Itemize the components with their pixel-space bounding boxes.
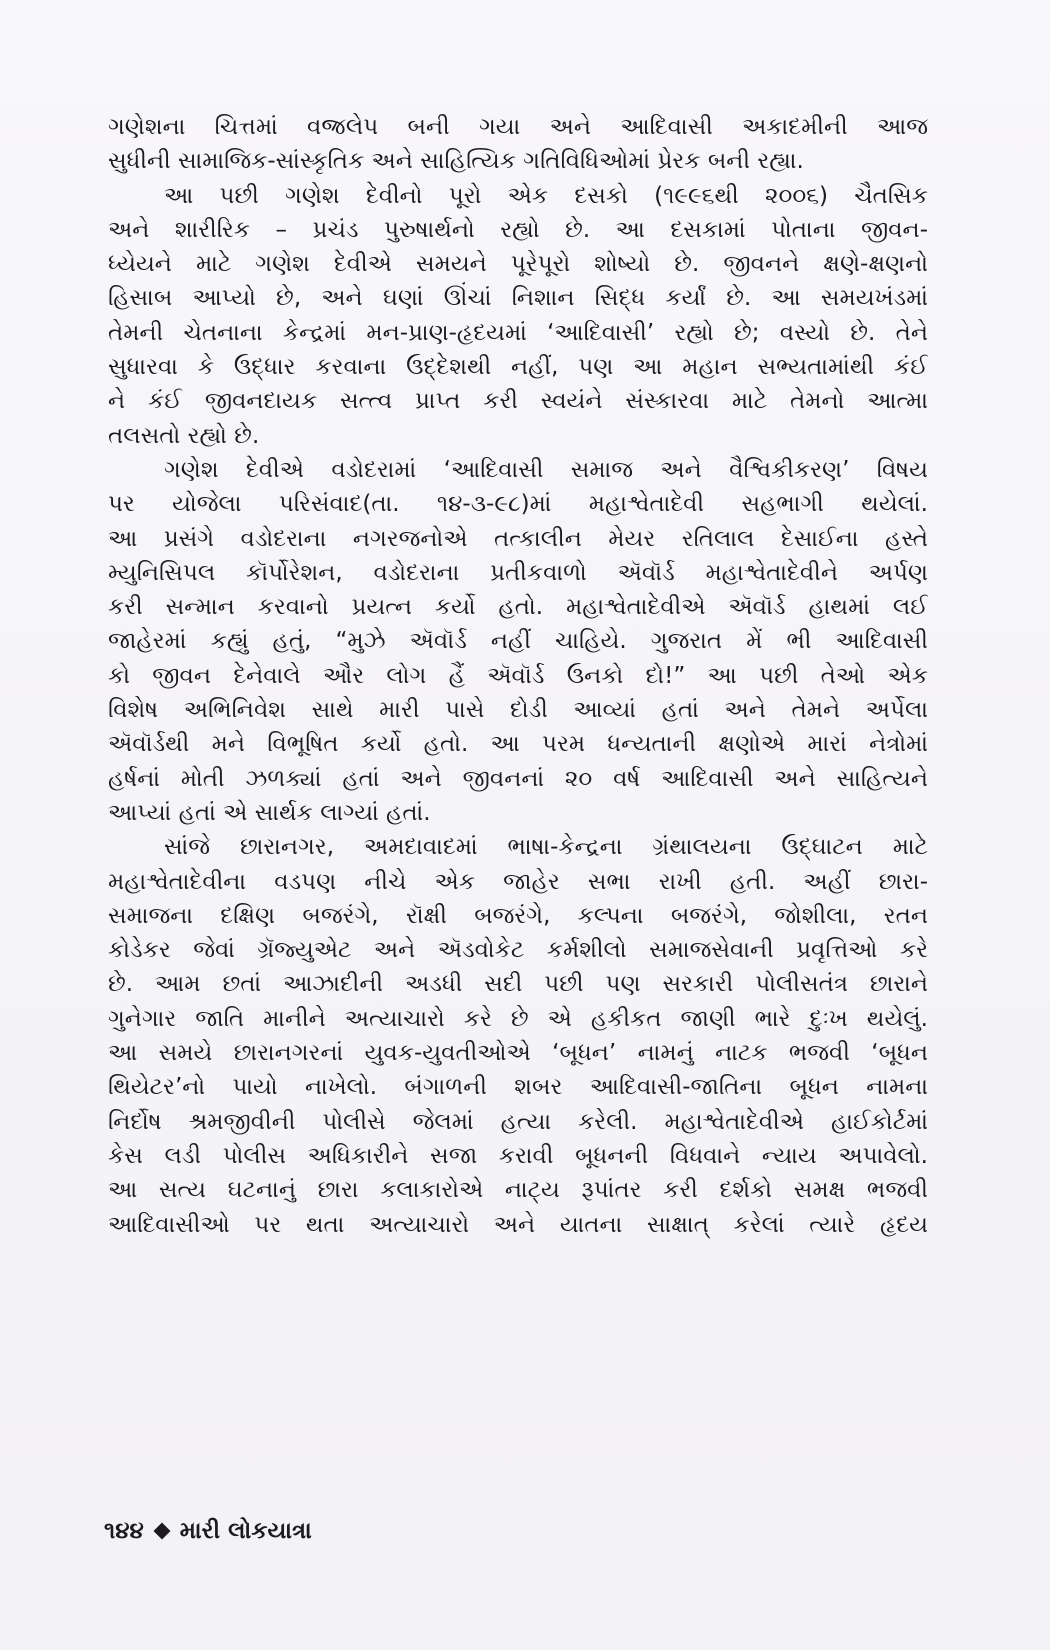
text-line: સાંજે છારાનગર, અમદાવાદમાં ભાષા-કેન્દ્રના ગ્રંથાલયના ઉદ્ઘાટન માટે [164, 834, 928, 861]
text-line: આ પ્રસંગે વડોદરાના નગરજનોએ તત્કાલીન મેયર રતિલાલ દેસાઈના હસ્તે [108, 525, 928, 552]
text-line: તેમની ચેતનાના કેન્દ્રમાં મન-પ્રાણ-હૃદયમાં ‘આદિવાસી’ રહ્યો છે; વસ્યો છે. તેને [108, 319, 928, 346]
text-line: ને કંઈ જીવનદાયક સત્ત્વ પ્રાપ્ત કરી સ્વયંને સંસ્કારવા માટે તેમનો આત્મા [108, 388, 928, 415]
text-line: હિસાબ આપ્યો છે, અને ઘણાં ઊંચાં નિશાન સિદ્ધ કર્યાં છે. આ સમયખંડમાં [108, 285, 928, 312]
page-footer [104, 1518, 312, 1544]
text-line: આદિવાસીઓ પર થતા અત્યાચારો અને યાતના સાક્ષાત્ કરેલાં ત્યારે હૃદય [108, 1211, 928, 1238]
text-line: છે. આમ છતાં આઝાદીની અડધી સદી પછી પણ સરકારી પોલીસતંત્ર છારાને [108, 971, 928, 998]
text-line: સુધારવા કે ઉદ્ધાર કરવાના ઉદ્દેશથી નહીં, પણ આ મહાન સભ્યતામાંથી કંઈ [108, 354, 928, 381]
text-line: ગણેશના ચિત્તમાં વજ્રલેપ બની ગયા અને આદિવાસી અકાદમીની આજ [108, 114, 928, 140]
text-line: આ પછી ગણેશ દેવીનો પૂરો એક દસકો (૧૯૯૬થી ૨૦૦૬) ચૈતસિક [164, 182, 928, 209]
text-line: હર્ષનાં મોતી ઝળક્યાં હતાં અને જીવનનાં ૨૦ વર્ષ આદિવાસી અને સાહિત્યને [108, 765, 928, 792]
text-line: અને શારીરિક – પ્રચંડ પુરુષાર્થનો રહ્યો છે. આ દસકામાં પોતાના જીવન- [108, 216, 928, 243]
text-line: વિશેષ અભિનિવેશ સાથે મારી પાસે દોડી આવ્યાં હતાં અને તેમને અર્પેલા [108, 697, 928, 724]
text-line: નિર્દોષ શ્રમજીવીની પોલીસે જેલમાં હત્યા કરેલી. મહાશ્વેતાદેવીએ હાઈકોર્ટમાં [108, 1108, 928, 1135]
text-line: સમાજના દક્ષિણ બજરંગે, રૉક્ષી બજરંગે, કલ્પના બજરંગે, જોશીલા, રતન [108, 902, 928, 929]
text-line: કોડેકર જેવાં ગ્રૅજ્યુએટ અને ઍડવોકેટ કર્મશીલો સમાજસેવાની પ્રવૃત્તિઓ કરે [108, 937, 928, 964]
text-line: થિયેટર’નો પાયો નાખેલો. બંગાળની શબર આદિવાસી-જાતિના બૂધન નામના [108, 1074, 928, 1101]
book-title: મારી લોકયાત્રા [179, 1518, 312, 1544]
text-line: મહાશ્વેતાદેવીના વડપણ નીચે એક જાહેર સભા રાખી હતી. અહીં છારા- [108, 868, 928, 895]
text-line: તલસતો રહ્યો છે. [108, 422, 260, 449]
text-line: ગુનેગાર જાતિ માનીને અત્યાચારો કરે છે એ હકીકત જાણી ભારે દુઃખ થયેલું. [108, 1005, 928, 1032]
text-line: ગણેશ દેવીએ વડોદરામાં ‘આદિવાસી સમાજ અને વૈશ્વિકીકરણ’ વિષય [164, 456, 928, 483]
text-line: પર યોજેલા પરિસંવાદ(તા. ૧૪-૩-૯૮)માં મહાશ્વેતાદેવી સહભાગી થયેલાં. [108, 491, 928, 518]
text-line: આ સત્ય ઘટનાનું છારા કલાકારોએ નાટ્ય રૂપાંતર કરી દર્શકો સમક્ષ ભજવી [108, 1177, 928, 1204]
text-line: ઍવૉર્ડથી મને વિભૂષિત કર્યો હતો. આ પરમ ધન્યતાની ક્ષણોએ મારાં નેત્રોમાં [108, 731, 928, 758]
text-line: કરી સન્માન કરવાનો પ્રયત્ન કર્યો હતો. મહાશ્વેતાદેવીએ ઍવૉર્ડ હાથમાં લઈ [108, 594, 928, 621]
text-line: આપ્યાં હતાં એ સાર્થક લાગ્યાં હતાં. [108, 799, 431, 826]
text-line: કો જીવન દેનેવાલે ઔર લોગ હૈં ઍવૉર્ડ ઉનકો દો!” આ પછી તેઓ એક [108, 662, 928, 689]
page-number: ૧૪૪ [104, 1518, 144, 1544]
text-line: મ્યુનિસિપલ કૉર્પોરેશન, વડોદરાના પ્રતીકવાળો ઍવૉર્ડ મહાશ્વેતાદેવીને અર્પણ [108, 559, 928, 586]
text-line: આ સમયે છારાનગરનાં યુવક-યુવતીઓએ ‘બૂધન’ નામનું નાટક ભજવી ‘બૂધન [108, 1040, 928, 1067]
text-line: કેસ લડી પોલીસ અધિકારીને સજા કરાવી બૂધનની વિધવાને ન્યાય અપાવેલો. [108, 1142, 928, 1169]
text-line: સુધીની સામાજિક-સાંસ્કૃતિક અને સાહિત્યિક ગતિવિધિઓમાં પ્રેરક બની રહ્યા. [108, 148, 804, 175]
body-text [108, 110, 928, 1242]
diamond-separator-icon [153, 1523, 170, 1540]
text-line: ધ્યેયને માટે ગણેશ દેવીએ સમયને પૂરેપૂરો શોષ્યો છે. જીવનને ક્ષણે-ક્ષણનો [108, 251, 928, 278]
text-line: જાહેરમાં કહ્યું હતું, “મુઝે ઍવૉર્ડ નહીં ચાહિયે. ગુજરાત મેં ભી આદિવાસી [108, 628, 928, 655]
